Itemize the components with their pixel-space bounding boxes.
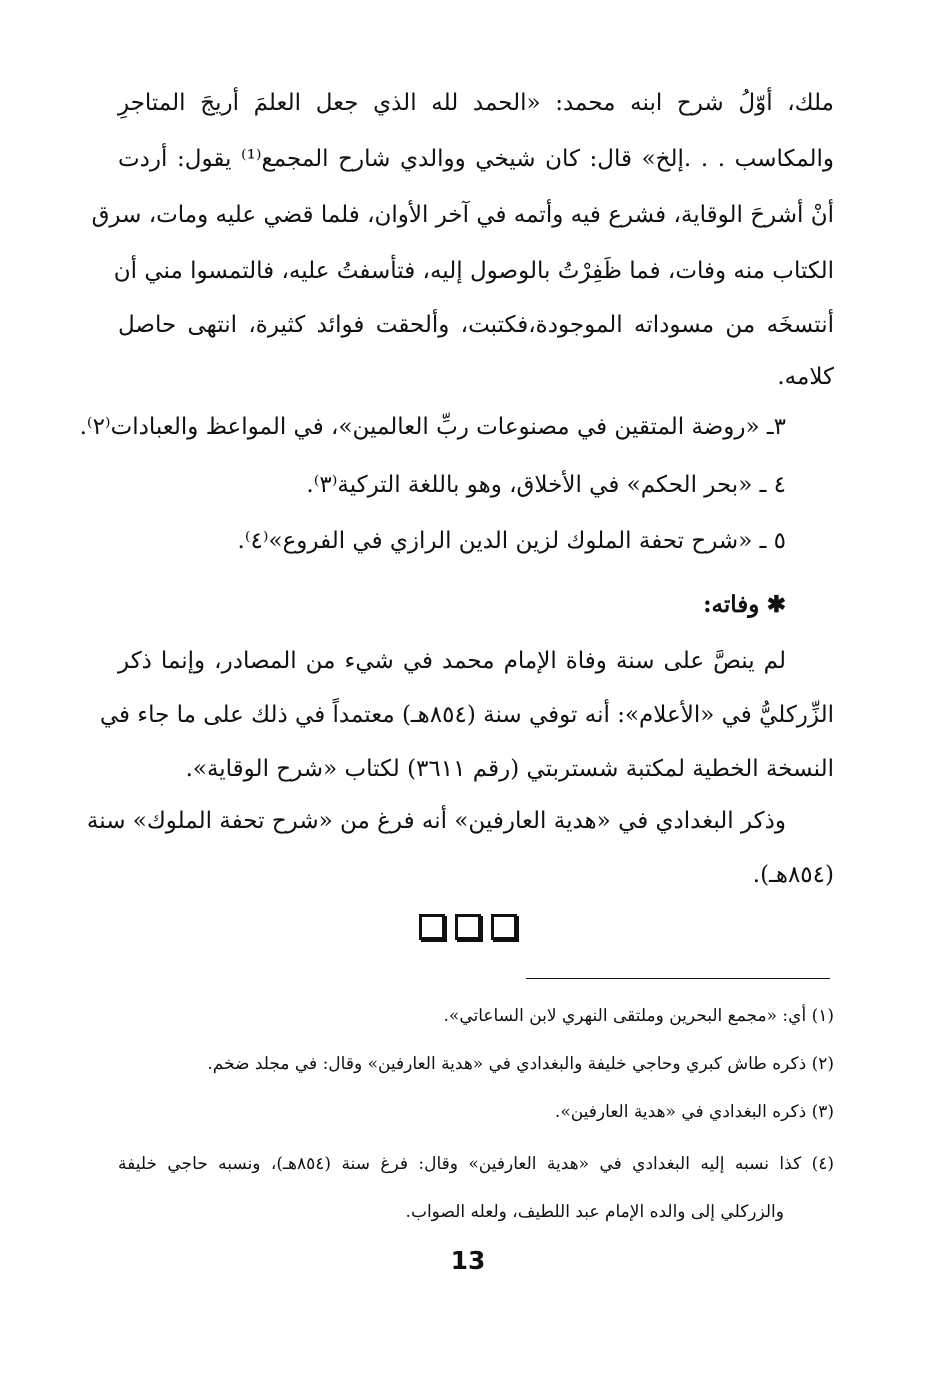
section-heading — [560, 580, 786, 630]
death-line-3: النسخة الخطية لمكتبة شستربتي (رقم ٣٦١١) لكتاب «شرح الوقاية». — [185, 756, 834, 782]
death-line-2: الزِّركليُّ في «الأعلام»: أنه توفي سنة (٨٥٤هـ) معتمداً في ذلك على ما جاء في — [99, 702, 834, 728]
body-line-1: ملك، أوّلُ شرح ابنه محمد: «الحمد لله الذي جعل العلمَ أريجَ المتاجرِ — [118, 90, 834, 116]
death-line-4: وذكر البغدادي في «هدية العارفين» أنه فرغ من «شرح تحفة الملوك» سنة — [86, 808, 786, 834]
footnote-4: (٤) كذا نسبه إليه البغدادي في «هدية العارفين» وقال: فرغ سنة (٨٥٤هـ)، ونسبه حاجي خليفة — [118, 1154, 834, 1174]
body-line-5: أنتسخَه من مسوداته الموجودة،فكتبت، وألحقت فوائد كثيرة، انتهى حاصل — [118, 312, 834, 338]
list-item-4: ٤ ـ «بحر الحكم» في الأخلاق، وهو باللغة التركية⁽٣⁾. — [306, 472, 786, 498]
body-line-4: الكتاب منه وفات، فما ظَفِرْتُ بالوصول إليه، فتأسفتُ عليه، فالتمسوا مني أن — [113, 258, 834, 284]
square-ornament-icon — [455, 914, 481, 940]
square-ornament-icon — [491, 914, 517, 940]
footnote-divider — [526, 978, 830, 979]
footnote-3: (٣) ذكره البغدادي في «هدية العارفين». — [554, 1102, 834, 1122]
death-line-5: (٨٥٤هـ). — [752, 862, 834, 888]
body-line-6: كلامه. — [777, 364, 834, 390]
death-line-1: لم ينصَّ على سنة وفاة الإمام محمد في شيء من المصادر، وإنما ذكر — [118, 648, 786, 674]
page-number: 13 — [450, 1246, 486, 1275]
square-ornament-icon — [419, 914, 445, 940]
body-line-2: والمكاسب . . .إلخ» قال: كان شيخي ووالدي شارح المجمع⁽¹⁾ يقول: أردت — [118, 146, 834, 172]
footnote-4-continued: والزركلي إلى والده الإمام عبد اللطيف، ولعله الصواب. — [405, 1202, 784, 1222]
body-line-3: أنْ أشرحَ الوقاية، فشرع فيه وأتمه في آخر الأوان، فلما قضي عليه ومات، سرق — [91, 202, 834, 228]
footnote-2: (٢) ذكره طاش كبري وحاجي خليفة والبغدادي في «هدية العارفين» وقال: في مجلد ضخم. — [207, 1054, 834, 1074]
list-item-5: ٥ ـ «شرح تحفة الملوك لزين الدين الرازي في الفروع»⁽٤⁾. — [237, 528, 786, 554]
section-separator — [418, 914, 518, 944]
star-icon: ✱ — [766, 591, 786, 618]
list-item-3: ٣ـ «روضة المتقين في مصنوعات ربِّ العالمين»، في المواعظ والعبادات⁽٢⁾. — [79, 414, 786, 440]
footnote-1: (١) أي: «مجمع البحرين وملتقى النهري لابن الساعاتي». — [443, 1006, 834, 1026]
section-heading-text: وفاته: — [703, 591, 760, 618]
